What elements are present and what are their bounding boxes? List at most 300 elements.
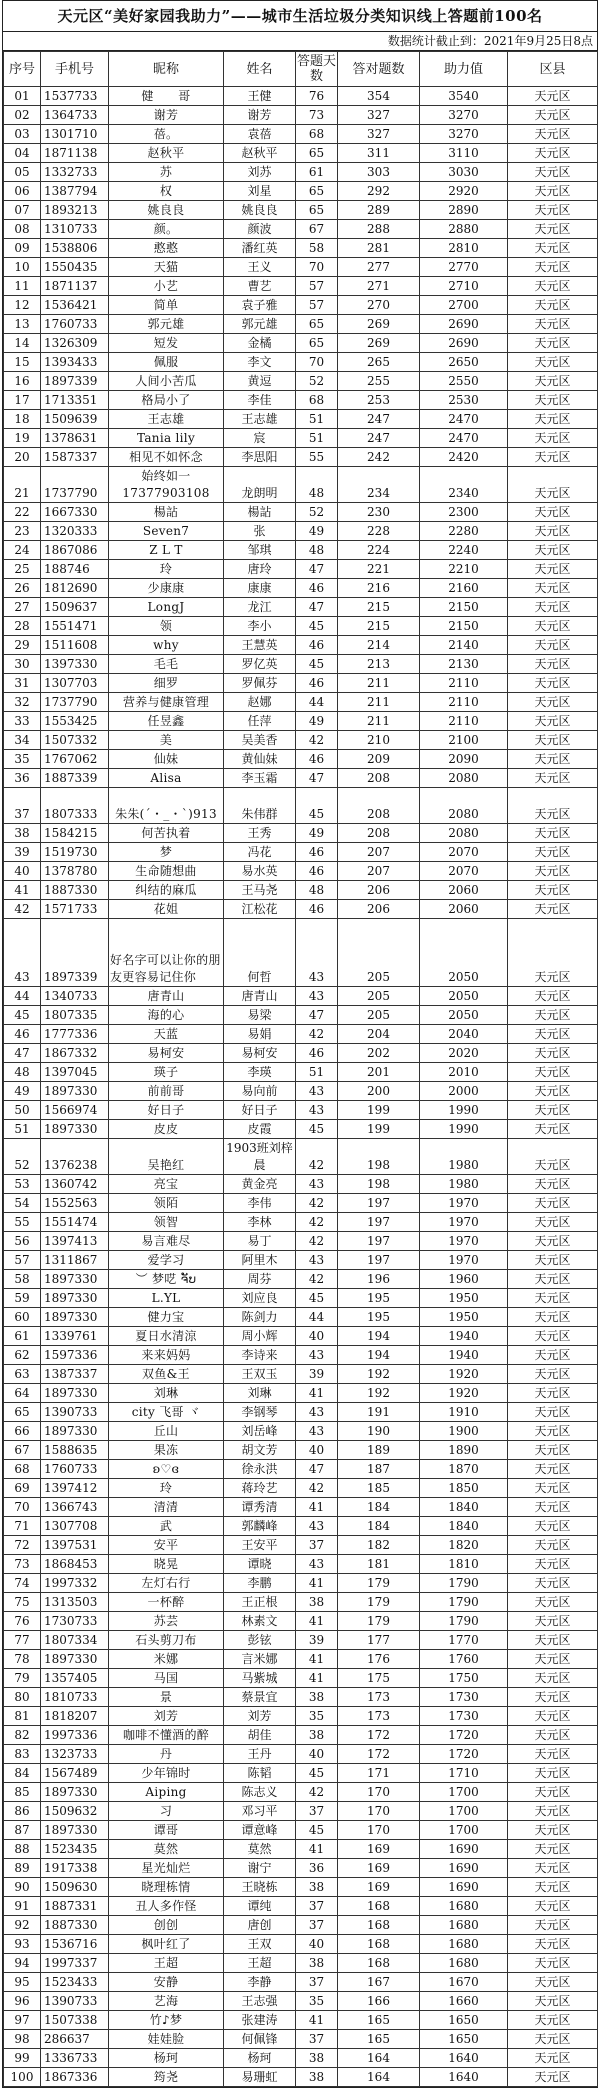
nickname-cell: 易言难尽	[109, 1232, 224, 1251]
district-cell: 天元区	[508, 712, 598, 731]
table-row	[4, 410, 598, 429]
correct-count-cell: 197	[338, 1194, 420, 1213]
days-cell: 35	[296, 1992, 338, 2011]
score-cell: 3540	[420, 87, 508, 106]
table-row	[4, 1101, 598, 1120]
phone-cell: 1588635	[41, 1441, 109, 1460]
nickname-cell: 仙妹	[109, 750, 224, 769]
days-cell: 37	[296, 1536, 338, 1555]
score-cell: 2130	[420, 655, 508, 674]
days-cell: 39	[296, 1365, 338, 1384]
name-cell: 杨珂	[224, 2049, 296, 2068]
name-cell: 王马尧	[224, 881, 296, 900]
nickname-cell: 王超	[109, 1954, 224, 1973]
days-cell: 42	[296, 1213, 338, 1232]
days-cell: 51	[296, 429, 338, 448]
district-cell: 天元区	[508, 560, 598, 579]
score-cell: 1790	[420, 1593, 508, 1612]
score-cell: 1940	[420, 1327, 508, 1346]
correct-count-cell: 199	[338, 1101, 420, 1120]
score-cell: 1980	[420, 1175, 508, 1194]
score-cell: 2420	[420, 448, 508, 467]
days-cell: 45	[296, 1120, 338, 1139]
name-cell: 楊詀	[224, 503, 296, 522]
ranking-sheet	[2, 0, 598, 2088]
score-cell: 1890	[420, 1441, 508, 1460]
days-cell: 43	[296, 919, 338, 987]
correct-count-cell: 168	[338, 1897, 420, 1916]
table-row	[4, 881, 598, 900]
days-cell: 49	[296, 824, 338, 843]
rank-cell: 56	[4, 1232, 41, 1251]
district-cell: 天元区	[508, 1025, 598, 1044]
nickname-cell: 蓓。	[109, 125, 224, 144]
phone-cell: 1326309	[41, 334, 109, 353]
district-cell: 天元区	[508, 429, 598, 448]
district-cell: 天元区	[508, 1498, 598, 1517]
table-row	[4, 315, 598, 334]
days-cell: 55	[296, 448, 338, 467]
rank-cell: 01	[4, 87, 41, 106]
district-cell: 天元区	[508, 182, 598, 201]
phone-cell: 188746	[41, 560, 109, 579]
score-cell: 1960	[420, 1270, 508, 1289]
score-cell: 3110	[420, 144, 508, 163]
nickname-cell: 领陌	[109, 1194, 224, 1213]
score-cell: 1820	[420, 1536, 508, 1555]
name-cell: 莫然	[224, 1840, 296, 1859]
district-cell: 天元区	[508, 258, 598, 277]
score-cell: 1970	[420, 1251, 508, 1270]
district-cell: 天元区	[508, 987, 598, 1006]
district-cell: 天元区	[508, 579, 598, 598]
correct-count-cell: 189	[338, 1441, 420, 1460]
score-cell: 2020	[420, 1044, 508, 1063]
nickname-cell: L.YL	[109, 1289, 224, 1308]
rank-cell: 78	[4, 1650, 41, 1669]
nickname-cell: 何苦执着	[109, 824, 224, 843]
phone-cell: 1323733	[41, 1745, 109, 1764]
nickname-cell: 少康康	[109, 579, 224, 598]
col-header-district: 区县	[508, 52, 598, 87]
table-row	[4, 258, 598, 277]
name-cell: 胡佳	[224, 1726, 296, 1745]
correct-count-cell: 204	[338, 1025, 420, 1044]
table-row	[4, 617, 598, 636]
days-cell: 51	[296, 410, 338, 429]
correct-count-cell: 205	[338, 987, 420, 1006]
phone-cell: 1737790	[41, 467, 109, 503]
nickname-cell: 玲	[109, 560, 224, 579]
rank-cell: 45	[4, 1006, 41, 1025]
table-row	[4, 1044, 598, 1063]
days-cell: 51	[296, 1063, 338, 1082]
rank-cell: 88	[4, 1840, 41, 1859]
phone-cell: 1387794	[41, 182, 109, 201]
phone-cell: 1897330	[41, 1120, 109, 1139]
district-cell: 天元区	[508, 1764, 598, 1783]
correct-count-cell: 327	[338, 106, 420, 125]
district-cell: 天元区	[508, 2068, 598, 2087]
score-cell: 1920	[420, 1384, 508, 1403]
nickname-cell: 景	[109, 1688, 224, 1707]
rank-cell: 07	[4, 201, 41, 220]
phone-cell: 1997336	[41, 1726, 109, 1745]
days-cell: 35	[296, 1707, 338, 1726]
nickname-cell: 任昱鑫	[109, 712, 224, 731]
phone-cell: 1887331	[41, 1897, 109, 1916]
phone-cell: 1584215	[41, 824, 109, 843]
rank-cell: 80	[4, 1688, 41, 1707]
district-cell: 天元区	[508, 87, 598, 106]
table-row	[4, 731, 598, 750]
score-cell: 3270	[420, 125, 508, 144]
score-cell: 1640	[420, 2049, 508, 2068]
name-cell: 李瑛	[224, 1063, 296, 1082]
district-cell: 天元区	[508, 239, 598, 258]
phone-cell: 1897330	[41, 1783, 109, 1802]
table-row	[4, 1139, 598, 1175]
nickname-cell: 前前哥	[109, 1082, 224, 1101]
phone-cell: 1537733	[41, 87, 109, 106]
correct-count-cell: 198	[338, 1139, 420, 1175]
rank-cell: 20	[4, 448, 41, 467]
rank-cell: 43	[4, 919, 41, 987]
nickname-cell: 创创	[109, 1916, 224, 1935]
name-cell: 袁子雅	[224, 296, 296, 315]
days-cell: 41	[296, 1574, 338, 1593]
district-cell: 天元区	[508, 636, 598, 655]
score-cell: 1640	[420, 2068, 508, 2087]
correct-count-cell: 216	[338, 579, 420, 598]
table-row	[4, 277, 598, 296]
name-cell: 易梁	[224, 1006, 296, 1025]
score-cell: 3270	[420, 106, 508, 125]
table-row	[4, 1346, 598, 1365]
name-cell: 李玉霜	[224, 769, 296, 788]
correct-count-cell: 271	[338, 277, 420, 296]
name-cell: 王慧英	[224, 636, 296, 655]
phone-cell: 1730733	[41, 1612, 109, 1631]
score-cell: 1870	[420, 1460, 508, 1479]
rank-cell: 40	[4, 862, 41, 881]
days-cell: 44	[296, 693, 338, 712]
days-cell: 43	[296, 1101, 338, 1120]
score-cell: 2280	[420, 522, 508, 541]
rank-cell: 91	[4, 1897, 41, 1916]
nickname-cell: 皮皮	[109, 1120, 224, 1139]
col-header-phone: 手机号	[41, 52, 109, 87]
col-header-days: 答题天数	[296, 52, 338, 87]
score-cell: 2150	[420, 598, 508, 617]
name-cell: 唐青山	[224, 987, 296, 1006]
days-cell: 46	[296, 843, 338, 862]
rank-cell: 53	[4, 1175, 41, 1194]
name-cell: 王双玉	[224, 1365, 296, 1384]
table-row	[4, 1802, 598, 1821]
days-cell: 76	[296, 87, 338, 106]
days-cell: 65	[296, 201, 338, 220]
table-row	[4, 1289, 598, 1308]
rank-cell: 08	[4, 220, 41, 239]
days-cell: 45	[296, 1764, 338, 1783]
district-cell: 天元区	[508, 1631, 598, 1650]
score-cell: 1670	[420, 1973, 508, 1992]
name-cell: 邹琪	[224, 541, 296, 560]
score-cell: 1730	[420, 1707, 508, 1726]
district-cell: 天元区	[508, 1213, 598, 1232]
rank-cell: 25	[4, 560, 41, 579]
name-cell: 阿里木	[224, 1251, 296, 1270]
phone-cell: 1867086	[41, 541, 109, 560]
name-cell: 唐玲	[224, 560, 296, 579]
nickname-cell: 玲	[109, 1479, 224, 1498]
district-cell: 天元区	[508, 1802, 598, 1821]
rank-cell: 55	[4, 1213, 41, 1232]
name-cell: 黄金亮	[224, 1175, 296, 1194]
nickname-cell: 营养与健康管理	[109, 693, 224, 712]
score-cell: 1650	[420, 2011, 508, 2030]
table-row	[4, 693, 598, 712]
phone-cell: 1339761	[41, 1327, 109, 1346]
district-cell: 天元区	[508, 862, 598, 881]
rank-cell: 82	[4, 1726, 41, 1745]
nickname-cell: Alisa	[109, 769, 224, 788]
nickname-cell: 安平	[109, 1536, 224, 1555]
correct-count-cell: 221	[338, 560, 420, 579]
phone-cell: 1868453	[41, 1555, 109, 1574]
district-cell: 天元区	[508, 1650, 598, 1669]
days-cell: 68	[296, 391, 338, 410]
nickname-cell: 咖啡不懂酒的醉	[109, 1726, 224, 1745]
name-cell: 张	[224, 522, 296, 541]
name-cell: 谭意峰	[224, 1821, 296, 1840]
name-cell: 李林	[224, 1213, 296, 1232]
phone-cell: 1311867	[41, 1251, 109, 1270]
correct-count-cell: 214	[338, 636, 420, 655]
phone-cell: 1777336	[41, 1025, 109, 1044]
phone-cell: 1509630	[41, 1878, 109, 1897]
table-row	[4, 163, 598, 182]
name-cell: 赵秋平	[224, 144, 296, 163]
days-cell: 45	[296, 1289, 338, 1308]
rank-cell: 32	[4, 693, 41, 712]
nickname-cell: 米娜	[109, 1650, 224, 1669]
score-cell: 2070	[420, 843, 508, 862]
correct-count-cell: 165	[338, 2030, 420, 2049]
rank-cell: 65	[4, 1403, 41, 1422]
table-row	[4, 1120, 598, 1139]
score-cell: 2150	[420, 617, 508, 636]
correct-count-cell: 247	[338, 410, 420, 429]
score-cell: 1970	[420, 1194, 508, 1213]
correct-count-cell: 269	[338, 334, 420, 353]
name-cell: 林素文	[224, 1612, 296, 1631]
score-cell: 1700	[420, 1802, 508, 1821]
table-row	[4, 1916, 598, 1935]
phone-cell: 1307703	[41, 674, 109, 693]
name-cell: 周小辉	[224, 1327, 296, 1346]
score-cell: 2040	[420, 1025, 508, 1044]
score-cell: 1950	[420, 1289, 508, 1308]
table-row	[4, 1460, 598, 1479]
phone-cell: 1332733	[41, 163, 109, 182]
table-row	[4, 1745, 598, 1764]
district-cell: 天元区	[508, 1479, 598, 1498]
name-cell: 唐创	[224, 1916, 296, 1935]
nickname-cell: 吴艳红	[109, 1139, 224, 1175]
correct-count-cell: 170	[338, 1821, 420, 1840]
days-cell: 36	[296, 1859, 338, 1878]
name-cell: 李静	[224, 1973, 296, 1992]
phone-cell: 1310733	[41, 220, 109, 239]
correct-count-cell: 215	[338, 617, 420, 636]
table-row	[4, 598, 598, 617]
district-cell: 天元区	[508, 1555, 598, 1574]
name-cell: 郭麟峰	[224, 1517, 296, 1536]
name-cell: 任萍	[224, 712, 296, 731]
score-cell: 1900	[420, 1422, 508, 1441]
score-cell: 2140	[420, 636, 508, 655]
score-cell: 2160	[420, 579, 508, 598]
rank-cell: 35	[4, 750, 41, 769]
name-cell: 王双	[224, 1935, 296, 1954]
nickname-cell: 谢芳	[109, 106, 224, 125]
table-row	[4, 987, 598, 1006]
score-cell: 2690	[420, 334, 508, 353]
nickname-cell: 权	[109, 182, 224, 201]
district-cell: 天元区	[508, 1327, 598, 1346]
phone-cell: 1523433	[41, 1973, 109, 1992]
district-cell: 天元区	[508, 391, 598, 410]
table-row	[4, 1840, 598, 1859]
district-cell: 天元区	[508, 277, 598, 296]
correct-count-cell: 168	[338, 1954, 420, 1973]
rank-cell: 52	[4, 1139, 41, 1175]
rank-cell: 10	[4, 258, 41, 277]
score-cell: 2110	[420, 693, 508, 712]
rank-cell: 47	[4, 1044, 41, 1063]
nickname-cell: 天蓝	[109, 1025, 224, 1044]
days-cell: 40	[296, 1745, 338, 1764]
days-cell: 38	[296, 1726, 338, 1745]
days-cell: 65	[296, 315, 338, 334]
correct-count-cell: 184	[338, 1498, 420, 1517]
phone-cell: 1301710	[41, 125, 109, 144]
data-cutoff-note: 数据统计截止到：2021年9月25日8点	[3, 32, 597, 51]
days-cell: 42	[296, 1479, 338, 1498]
nickname-cell: 朱朱(´・_・`)913	[109, 788, 224, 824]
rank-cell: 66	[4, 1422, 41, 1441]
table-row	[4, 1441, 598, 1460]
table-row	[4, 1082, 598, 1101]
days-cell: 43	[296, 1082, 338, 1101]
correct-count-cell: 184	[338, 1517, 420, 1536]
correct-count-cell: 166	[338, 1992, 420, 2011]
rank-cell: 58	[4, 1270, 41, 1289]
rank-cell: 73	[4, 1555, 41, 1574]
correct-count-cell: 169	[338, 1859, 420, 1878]
rank-cell: 74	[4, 1574, 41, 1593]
score-cell: 1770	[420, 1631, 508, 1650]
correct-count-cell: 173	[338, 1688, 420, 1707]
table-row	[4, 125, 598, 144]
district-cell: 天元区	[508, 334, 598, 353]
score-cell: 1990	[420, 1120, 508, 1139]
col-header-rank: 序号	[4, 52, 41, 87]
rank-cell: 76	[4, 1612, 41, 1631]
score-cell: 2080	[420, 824, 508, 843]
days-cell: 46	[296, 900, 338, 919]
table-row	[4, 522, 598, 541]
table-row	[4, 579, 598, 598]
days-cell: 43	[296, 987, 338, 1006]
phone-cell: 1552563	[41, 1194, 109, 1213]
phone-cell: 1567489	[41, 1764, 109, 1783]
nickname-cell: 梦	[109, 843, 224, 862]
table-row	[4, 1764, 598, 1783]
name-cell: 何佩锋	[224, 2030, 296, 2049]
nickname-cell: 夏日水清涼	[109, 1327, 224, 1346]
days-cell: 67	[296, 220, 338, 239]
phone-cell: 1897330	[41, 1270, 109, 1289]
days-cell: 57	[296, 296, 338, 315]
table-row	[4, 1403, 598, 1422]
rank-cell: 84	[4, 1764, 41, 1783]
correct-count-cell: 224	[338, 541, 420, 560]
days-cell: 42	[296, 731, 338, 750]
correct-count-cell: 191	[338, 1403, 420, 1422]
phone-cell: 286637	[41, 2030, 109, 2049]
days-cell: 37	[296, 1916, 338, 1935]
table-row	[4, 1517, 598, 1536]
correct-count-cell: 172	[338, 1726, 420, 1745]
table-row	[4, 239, 598, 258]
name-cell: 易水英	[224, 862, 296, 881]
table-row	[4, 1025, 598, 1044]
nickname-cell: 丘山	[109, 1422, 224, 1441]
table-row	[4, 1422, 598, 1441]
days-cell: 39	[296, 1631, 338, 1650]
rank-cell: 49	[4, 1082, 41, 1101]
district-cell: 天元区	[508, 220, 598, 239]
table-row	[4, 144, 598, 163]
score-cell: 2920	[420, 182, 508, 201]
rank-cell: 24	[4, 541, 41, 560]
correct-count-cell: 179	[338, 1612, 420, 1631]
table-row	[4, 655, 598, 674]
table-row	[4, 1612, 598, 1631]
district-cell: 天元区	[508, 1669, 598, 1688]
nickname-cell: 清清	[109, 1498, 224, 1517]
days-cell: 44	[296, 1308, 338, 1327]
days-cell: 70	[296, 258, 338, 277]
rank-cell: 97	[4, 2011, 41, 2030]
score-cell: 2070	[420, 862, 508, 881]
name-cell: 刘星	[224, 182, 296, 201]
phone-cell: 1307708	[41, 1517, 109, 1536]
score-cell: 1660	[420, 1992, 508, 2011]
nickname-cell: Seven7	[109, 522, 224, 541]
correct-count-cell: 182	[338, 1536, 420, 1555]
days-cell: 42	[296, 1194, 338, 1213]
correct-count-cell: 197	[338, 1251, 420, 1270]
score-cell: 2550	[420, 372, 508, 391]
name-cell: 罗佩芬	[224, 674, 296, 693]
rank-cell: 57	[4, 1251, 41, 1270]
district-cell: 天元区	[508, 598, 598, 617]
name-cell: 袁蓓	[224, 125, 296, 144]
